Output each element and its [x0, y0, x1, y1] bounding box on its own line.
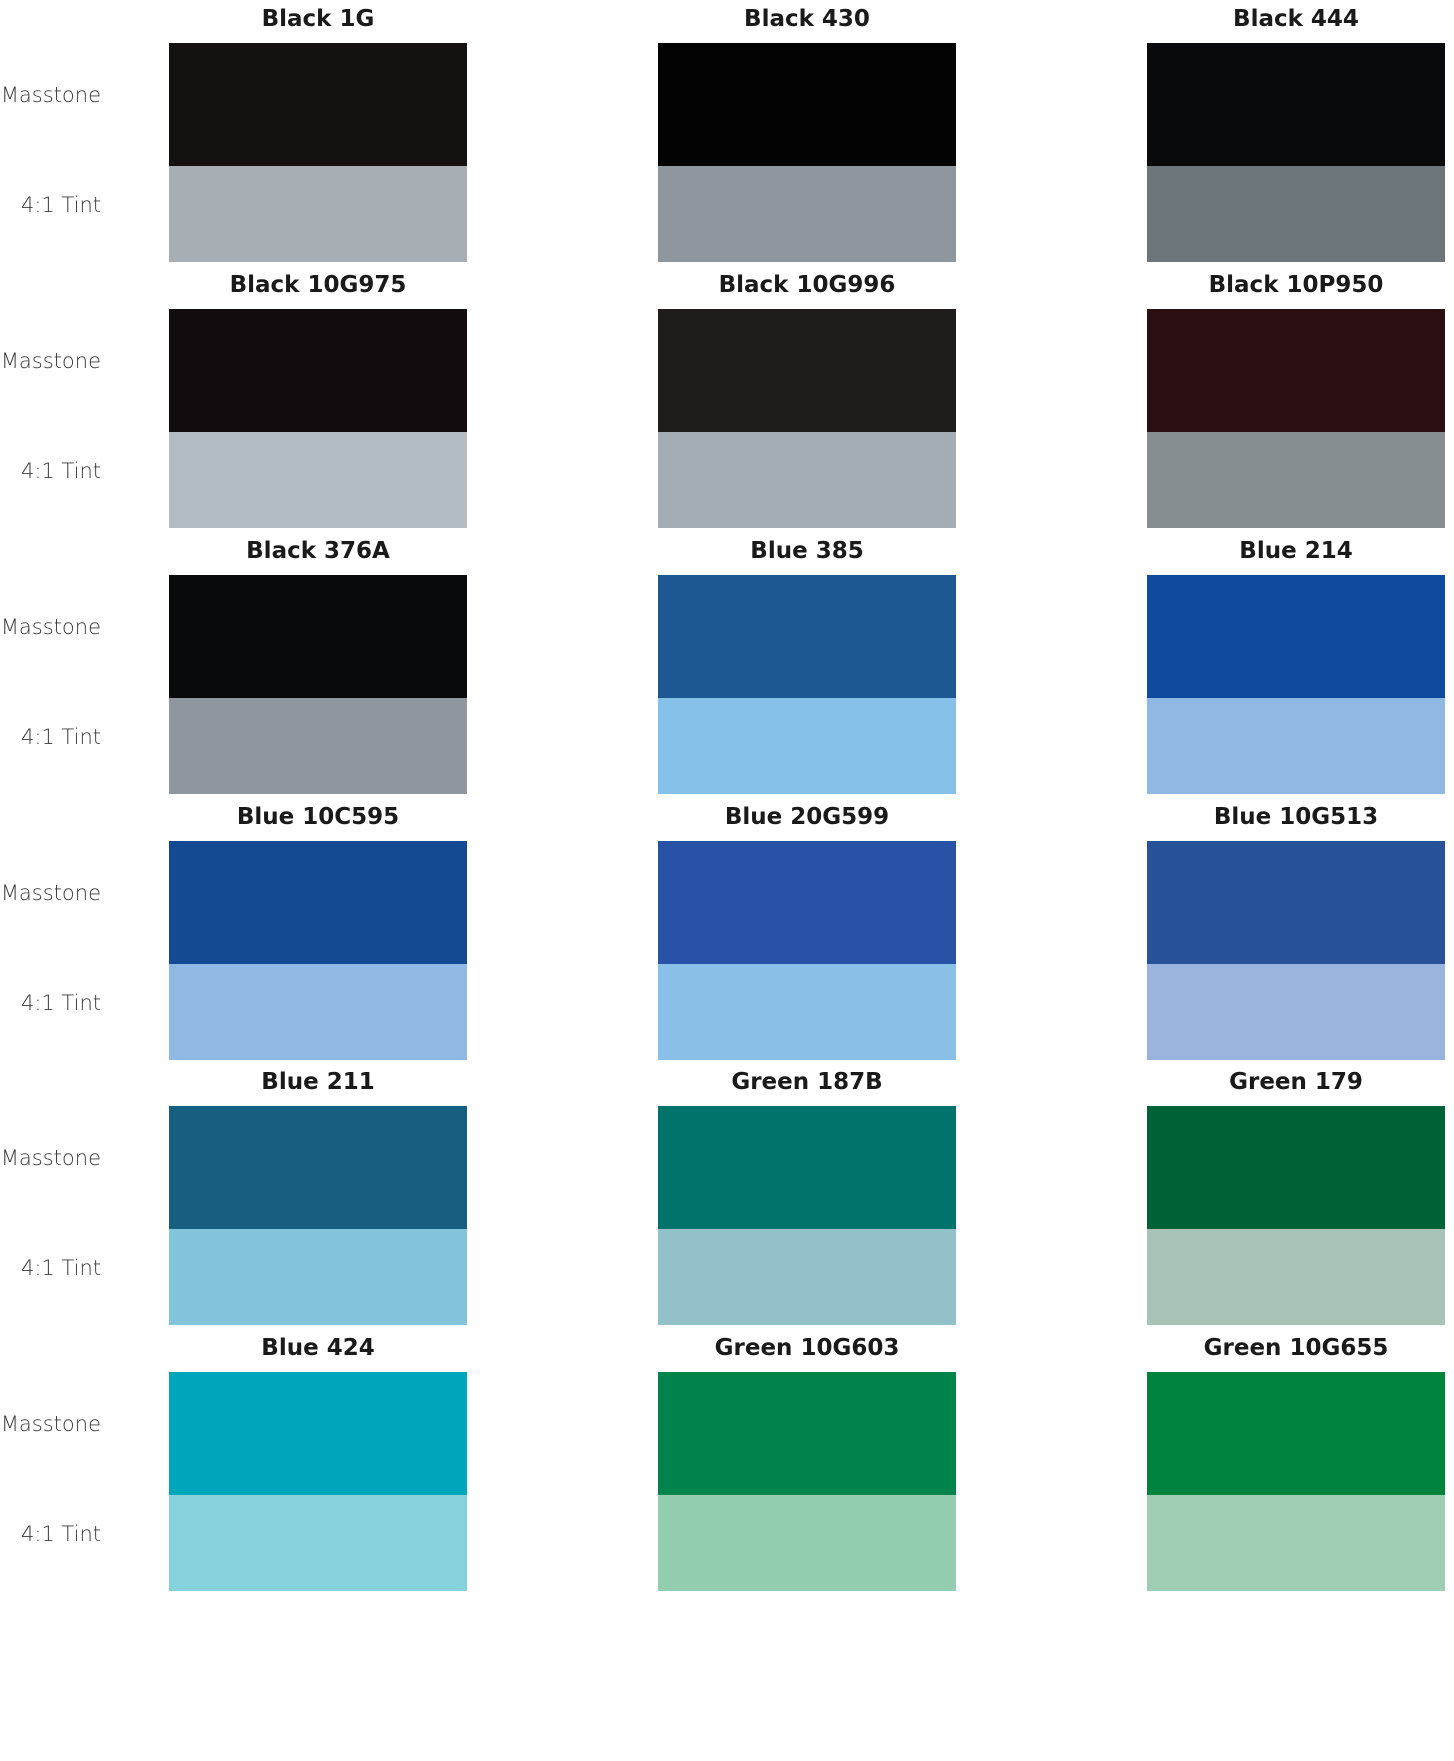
tint-block: [169, 166, 467, 262]
tint-block: [658, 1229, 956, 1325]
swatch-name: Green 10G655: [1203, 1335, 1389, 1361]
tint-label: 4:1 Tint: [20, 725, 101, 749]
swatch-name: Black 10P950: [1208, 272, 1384, 298]
masstone-block: [658, 841, 956, 964]
masstone-block: [1147, 309, 1445, 432]
masstone-block: [169, 1372, 467, 1495]
masstone-block: [169, 1106, 467, 1229]
tint-block: [1147, 698, 1445, 794]
masstone-block: [1147, 841, 1445, 964]
swatch-name: Blue 214: [1239, 538, 1353, 564]
color-swatch: [1147, 798, 1445, 1060]
tint-block: [169, 432, 467, 528]
masstone-label: Masstone: [0, 615, 101, 639]
color-swatch: [658, 532, 956, 794]
tint-block: [1147, 432, 1445, 528]
swatch-name: Blue 10G513: [1213, 804, 1379, 830]
swatch-name: Blue 385: [750, 538, 864, 564]
color-swatch: [658, 798, 956, 1060]
color-swatch: [1147, 0, 1445, 262]
masstone-label: Masstone: [0, 349, 101, 373]
masstone-block: [1147, 1372, 1445, 1495]
swatch-name: Green 187B: [731, 1069, 883, 1095]
color-swatch: [169, 798, 467, 1060]
swatch-name: Black 444: [1233, 6, 1359, 32]
tint-block: [169, 698, 467, 794]
masstone-block: [658, 575, 956, 698]
tint-block: [169, 1229, 467, 1325]
color-swatch: [1147, 532, 1445, 794]
masstone-block: [1147, 1106, 1445, 1229]
tint-label: 4:1 Tint: [20, 1522, 101, 1546]
masstone-label: Masstone: [0, 881, 101, 905]
masstone-label: Masstone: [0, 1412, 101, 1436]
color-swatch: [169, 1329, 467, 1591]
tint-block: [658, 166, 956, 262]
masstone-block: [658, 43, 956, 166]
masstone-label: Masstone: [0, 1146, 101, 1170]
swatch-name: Green 10G603: [714, 1335, 900, 1361]
swatch-name: Blue 10C595: [236, 804, 400, 830]
masstone-block: [169, 309, 467, 432]
masstone-block: [169, 841, 467, 964]
tint-block: [1147, 166, 1445, 262]
color-swatch: [169, 266, 467, 528]
masstone-label: Masstone: [0, 83, 101, 107]
color-swatch: [658, 1329, 956, 1591]
tint-label: 4:1 Tint: [20, 459, 101, 483]
masstone-block: [658, 1372, 956, 1495]
masstone-block: [1147, 575, 1445, 698]
tint-block: [1147, 1229, 1445, 1325]
swatch-name: Black 10G975: [229, 272, 407, 298]
tint-label: 4:1 Tint: [20, 193, 101, 217]
masstone-block: [658, 1106, 956, 1229]
swatch-row: [0, 1063, 1454, 1325]
tint-block: [169, 1495, 467, 1591]
masstone-block: [169, 575, 467, 698]
tint-label: 4:1 Tint: [20, 1256, 101, 1280]
color-swatch: [658, 266, 956, 528]
color-swatch: [658, 0, 956, 262]
swatch-row: [0, 1329, 1454, 1591]
swatch-row: [0, 266, 1454, 528]
tint-block: [1147, 1495, 1445, 1591]
swatch-name: Green 179: [1229, 1069, 1363, 1095]
color-swatch: [658, 1063, 956, 1325]
swatch-name: Black 1G: [261, 6, 375, 32]
swatch-name: Blue 424: [261, 1335, 375, 1361]
tint-label: 4:1 Tint: [20, 991, 101, 1015]
tint-block: [1147, 964, 1445, 1060]
tint-block: [658, 698, 956, 794]
color-swatch: [1147, 1063, 1445, 1325]
color-swatch: [1147, 1329, 1445, 1591]
swatch-row: [0, 0, 1454, 262]
swatch-name: Blue 211: [261, 1069, 375, 1095]
swatch-name: Black 10G996: [718, 272, 896, 298]
tint-block: [658, 964, 956, 1060]
color-swatch: [1147, 266, 1445, 528]
masstone-block: [169, 43, 467, 166]
masstone-block: [658, 309, 956, 432]
color-swatch: [169, 532, 467, 794]
swatch-name: Black 376A: [246, 538, 390, 564]
swatch-name: Blue 20G599: [724, 804, 890, 830]
color-swatch: [169, 0, 467, 262]
tint-block: [658, 1495, 956, 1591]
masstone-block: [1147, 43, 1445, 166]
swatch-row: [0, 798, 1454, 1060]
tint-block: [169, 964, 467, 1060]
color-swatch: [169, 1063, 467, 1325]
tint-block: [658, 432, 956, 528]
swatch-row: [0, 532, 1454, 794]
swatch-name: Black 430: [744, 6, 870, 32]
